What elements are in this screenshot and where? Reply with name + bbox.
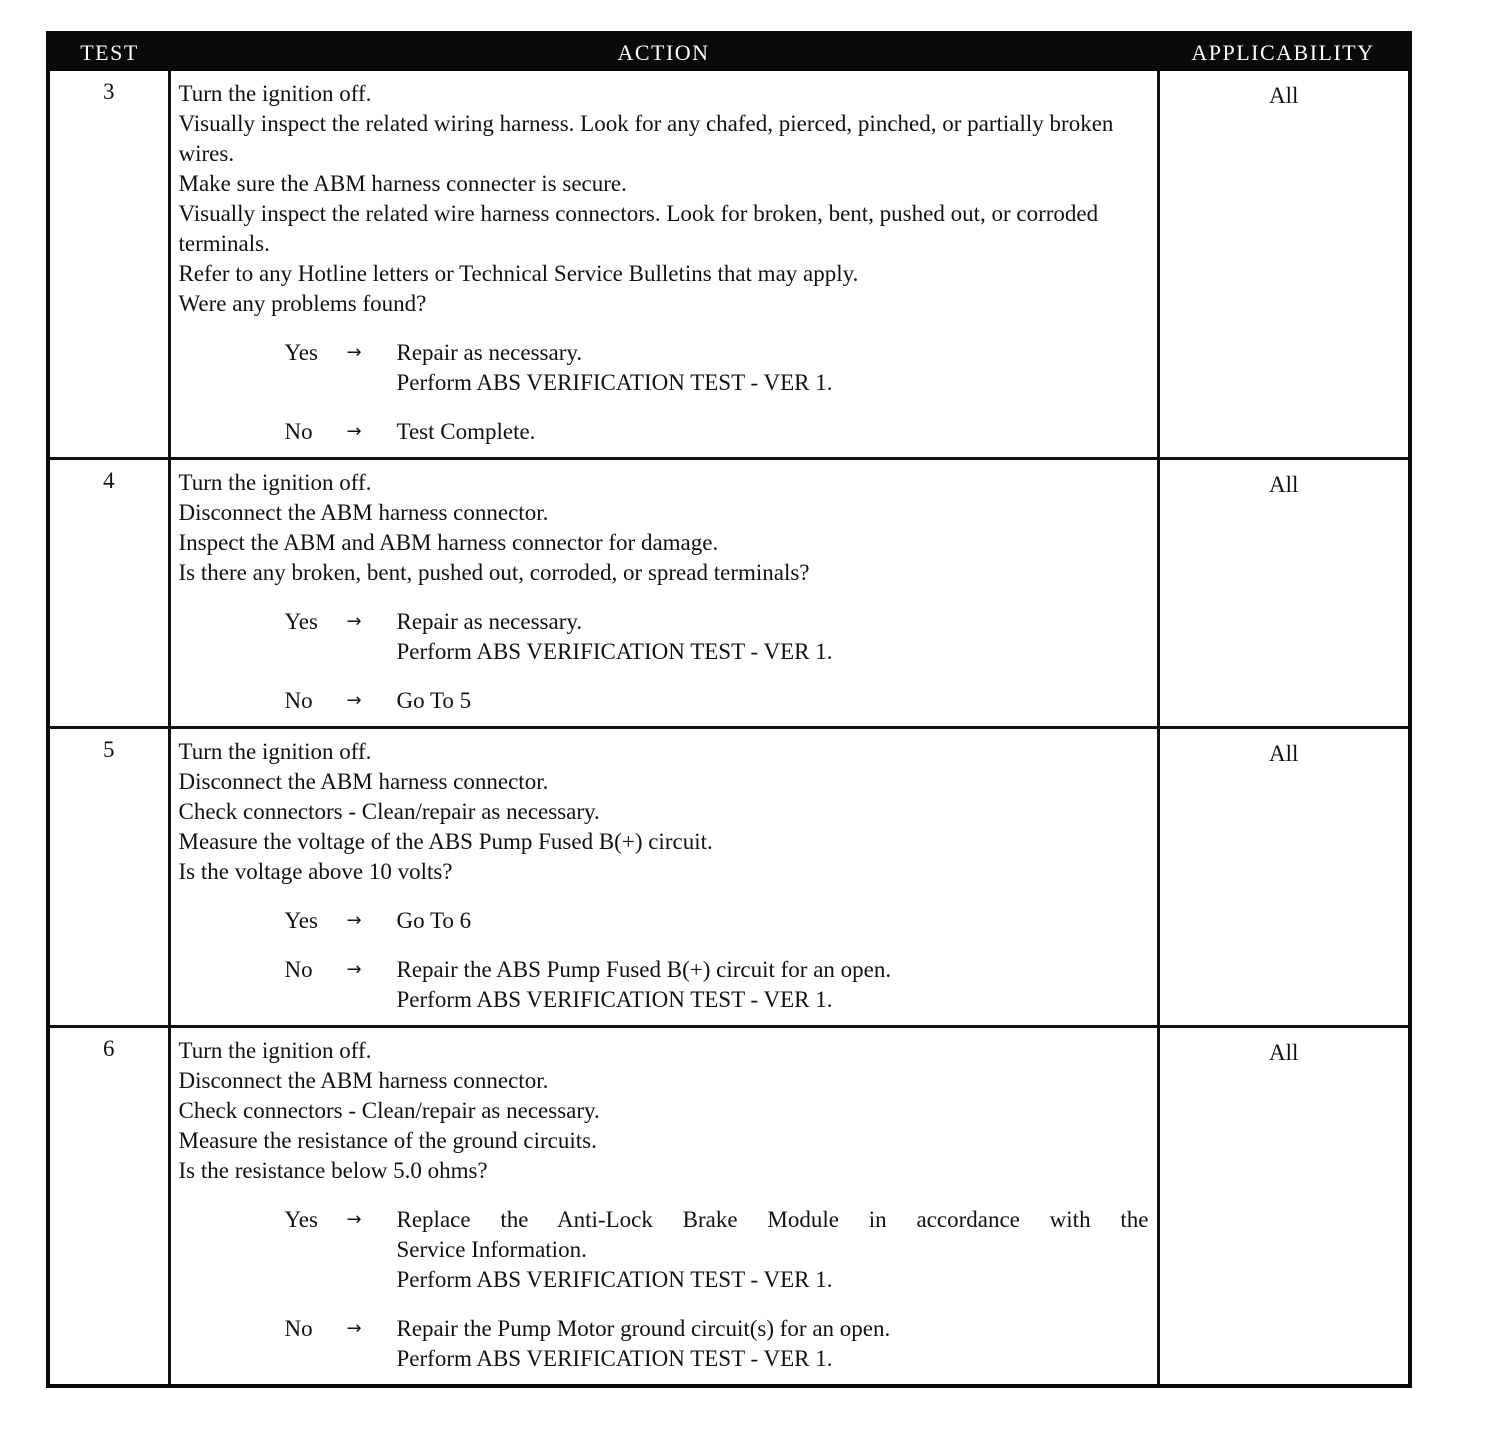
table-row bbox=[50, 1027, 1408, 1385]
action-step: Visually inspect the related wire harness connectors. Look for broken, bent, pushed out, or corroded terminals. bbox=[178, 201, 1099, 256]
outcome-yes bbox=[179, 338, 1149, 398]
outcome-line: Repair the ABS Pump Fused B(+) circuit for an open. bbox=[396, 957, 892, 982]
outcome-line: Go To 6 bbox=[396, 908, 472, 933]
action-step: Is the resistance below 5.0 ohms? bbox=[178, 1158, 488, 1183]
action-cell bbox=[169, 71, 1158, 459]
action-cell bbox=[169, 1027, 1158, 1385]
action-step: Check connectors - Clean/repair as necessary. bbox=[178, 1098, 600, 1123]
right-arrow-icon: → bbox=[346, 690, 362, 711]
action-step: Refer to any Hotline letters or Technical Service Bulletins that may apply. bbox=[178, 261, 859, 286]
action-step: Were any problems found? bbox=[178, 291, 427, 316]
right-arrow-icon: → bbox=[346, 342, 362, 363]
test-number: 4 bbox=[50, 459, 169, 728]
outcome-label: No bbox=[284, 688, 313, 713]
outcome-line: Perform ABS VERIFICATION TEST - VER 1. bbox=[396, 370, 833, 395]
right-arrow-icon: → bbox=[346, 910, 362, 931]
outcome-label: Yes bbox=[284, 340, 318, 365]
outcome-no bbox=[179, 686, 1149, 716]
applicability-value: All bbox=[1158, 728, 1408, 1027]
outcome-line: Perform ABS VERIFICATION TEST - VER 1. bbox=[396, 639, 833, 664]
outcome-label: No bbox=[284, 419, 313, 444]
outcome-label: Yes bbox=[284, 609, 318, 634]
outcome-label: No bbox=[284, 1316, 313, 1341]
header-row bbox=[50, 35, 1408, 71]
test-number: 6 bbox=[50, 1027, 169, 1385]
action-step: Check connectors - Clean/repair as necessary. bbox=[178, 799, 600, 824]
applicability-value: All bbox=[1158, 71, 1408, 459]
action-step: Inspect the ABM and ABM harness connector for damage. bbox=[178, 530, 719, 555]
outcome-text bbox=[397, 607, 1149, 667]
outcome-list bbox=[179, 906, 1149, 1015]
outcome-no bbox=[179, 417, 1149, 447]
outcome-line: Replace the Anti-Lock Brake Module in accordance with the bbox=[396, 1207, 1149, 1232]
outcome-line: Service Information. bbox=[396, 1237, 587, 1262]
outcome-line: Perform ABS VERIFICATION TEST - VER 1. bbox=[396, 1346, 833, 1371]
action-step: Turn the ignition off. bbox=[178, 81, 372, 106]
outcome-line: Perform ABS VERIFICATION TEST - VER 1. bbox=[396, 987, 833, 1012]
action-step: Disconnect the ABM harness connector. bbox=[178, 1068, 549, 1093]
action-cell bbox=[169, 728, 1158, 1027]
action-step: Measure the resistance of the ground circuits. bbox=[178, 1128, 597, 1153]
outcome-label: Yes bbox=[284, 1207, 318, 1232]
outcome-yes bbox=[179, 906, 1149, 936]
table-row bbox=[50, 459, 1408, 728]
outcome-no bbox=[179, 1314, 1149, 1374]
applicability-value: All bbox=[1158, 459, 1408, 728]
outcome-line: Repair as necessary. bbox=[396, 609, 583, 634]
action-step: Is the voltage above 10 volts? bbox=[178, 859, 453, 884]
outcome-line: Repair as necessary. bbox=[396, 340, 583, 365]
outcome-line: Go To 5 bbox=[396, 688, 472, 713]
diagnostic-test-table bbox=[46, 31, 1412, 1388]
action-step: Turn the ignition off. bbox=[178, 739, 372, 764]
outcome-label: No bbox=[284, 957, 313, 982]
action-step: Make sure the ABM harness connecter is secure. bbox=[178, 171, 627, 196]
outcome-list bbox=[179, 607, 1149, 716]
right-arrow-icon: → bbox=[346, 421, 362, 442]
outcome-text bbox=[397, 338, 1149, 398]
outcome-no bbox=[179, 955, 1149, 1015]
right-arrow-icon: → bbox=[346, 1209, 362, 1230]
outcome-text bbox=[397, 955, 1149, 1015]
applicability-value: All bbox=[1158, 1027, 1408, 1385]
action-step: Measure the voltage of the ABS Pump Fused B(+) circuit. bbox=[178, 829, 713, 854]
outcome-text bbox=[397, 906, 1149, 936]
right-arrow-icon: → bbox=[346, 959, 362, 980]
outcome-list bbox=[179, 1205, 1149, 1374]
header-action: ACTION bbox=[169, 35, 1158, 71]
test-table bbox=[50, 35, 1408, 1384]
table-body bbox=[50, 71, 1408, 1384]
table-row bbox=[50, 71, 1408, 459]
action-step: Turn the ignition off. bbox=[178, 470, 372, 495]
outcome-text bbox=[397, 1205, 1149, 1295]
outcome-yes bbox=[179, 1205, 1149, 1295]
outcome-text bbox=[397, 417, 1149, 447]
outcome-yes bbox=[179, 607, 1149, 667]
action-step: Disconnect the ABM harness connector. bbox=[178, 769, 549, 794]
action-step: Is there any broken, bent, pushed out, corroded, or spread terminals? bbox=[178, 560, 810, 585]
action-step: Visually inspect the related wiring harness. Look for any chafed, pierced, pinched, or partially broken wires. bbox=[178, 111, 1114, 166]
outcome-text bbox=[397, 686, 1149, 716]
action-step: Disconnect the ABM harness connector. bbox=[178, 500, 549, 525]
outcome-line: Perform ABS VERIFICATION TEST - VER 1. bbox=[396, 1267, 833, 1292]
right-arrow-icon: → bbox=[346, 611, 362, 632]
action-step: Turn the ignition off. bbox=[178, 1038, 372, 1063]
action-cell bbox=[169, 459, 1158, 728]
test-number: 5 bbox=[50, 728, 169, 1027]
outcome-line: Test Complete. bbox=[396, 419, 536, 444]
test-number: 3 bbox=[50, 71, 169, 459]
outcome-line: Repair the Pump Motor ground circuit(s) for an open. bbox=[396, 1316, 891, 1341]
table-row bbox=[50, 728, 1408, 1027]
outcome-label: Yes bbox=[284, 908, 318, 933]
right-arrow-icon: → bbox=[346, 1318, 362, 1339]
header-applicability: APPLICABILITY bbox=[1158, 35, 1408, 71]
outcome-list bbox=[179, 338, 1149, 447]
header-test: TEST bbox=[50, 35, 169, 71]
outcome-text bbox=[397, 1314, 1149, 1374]
